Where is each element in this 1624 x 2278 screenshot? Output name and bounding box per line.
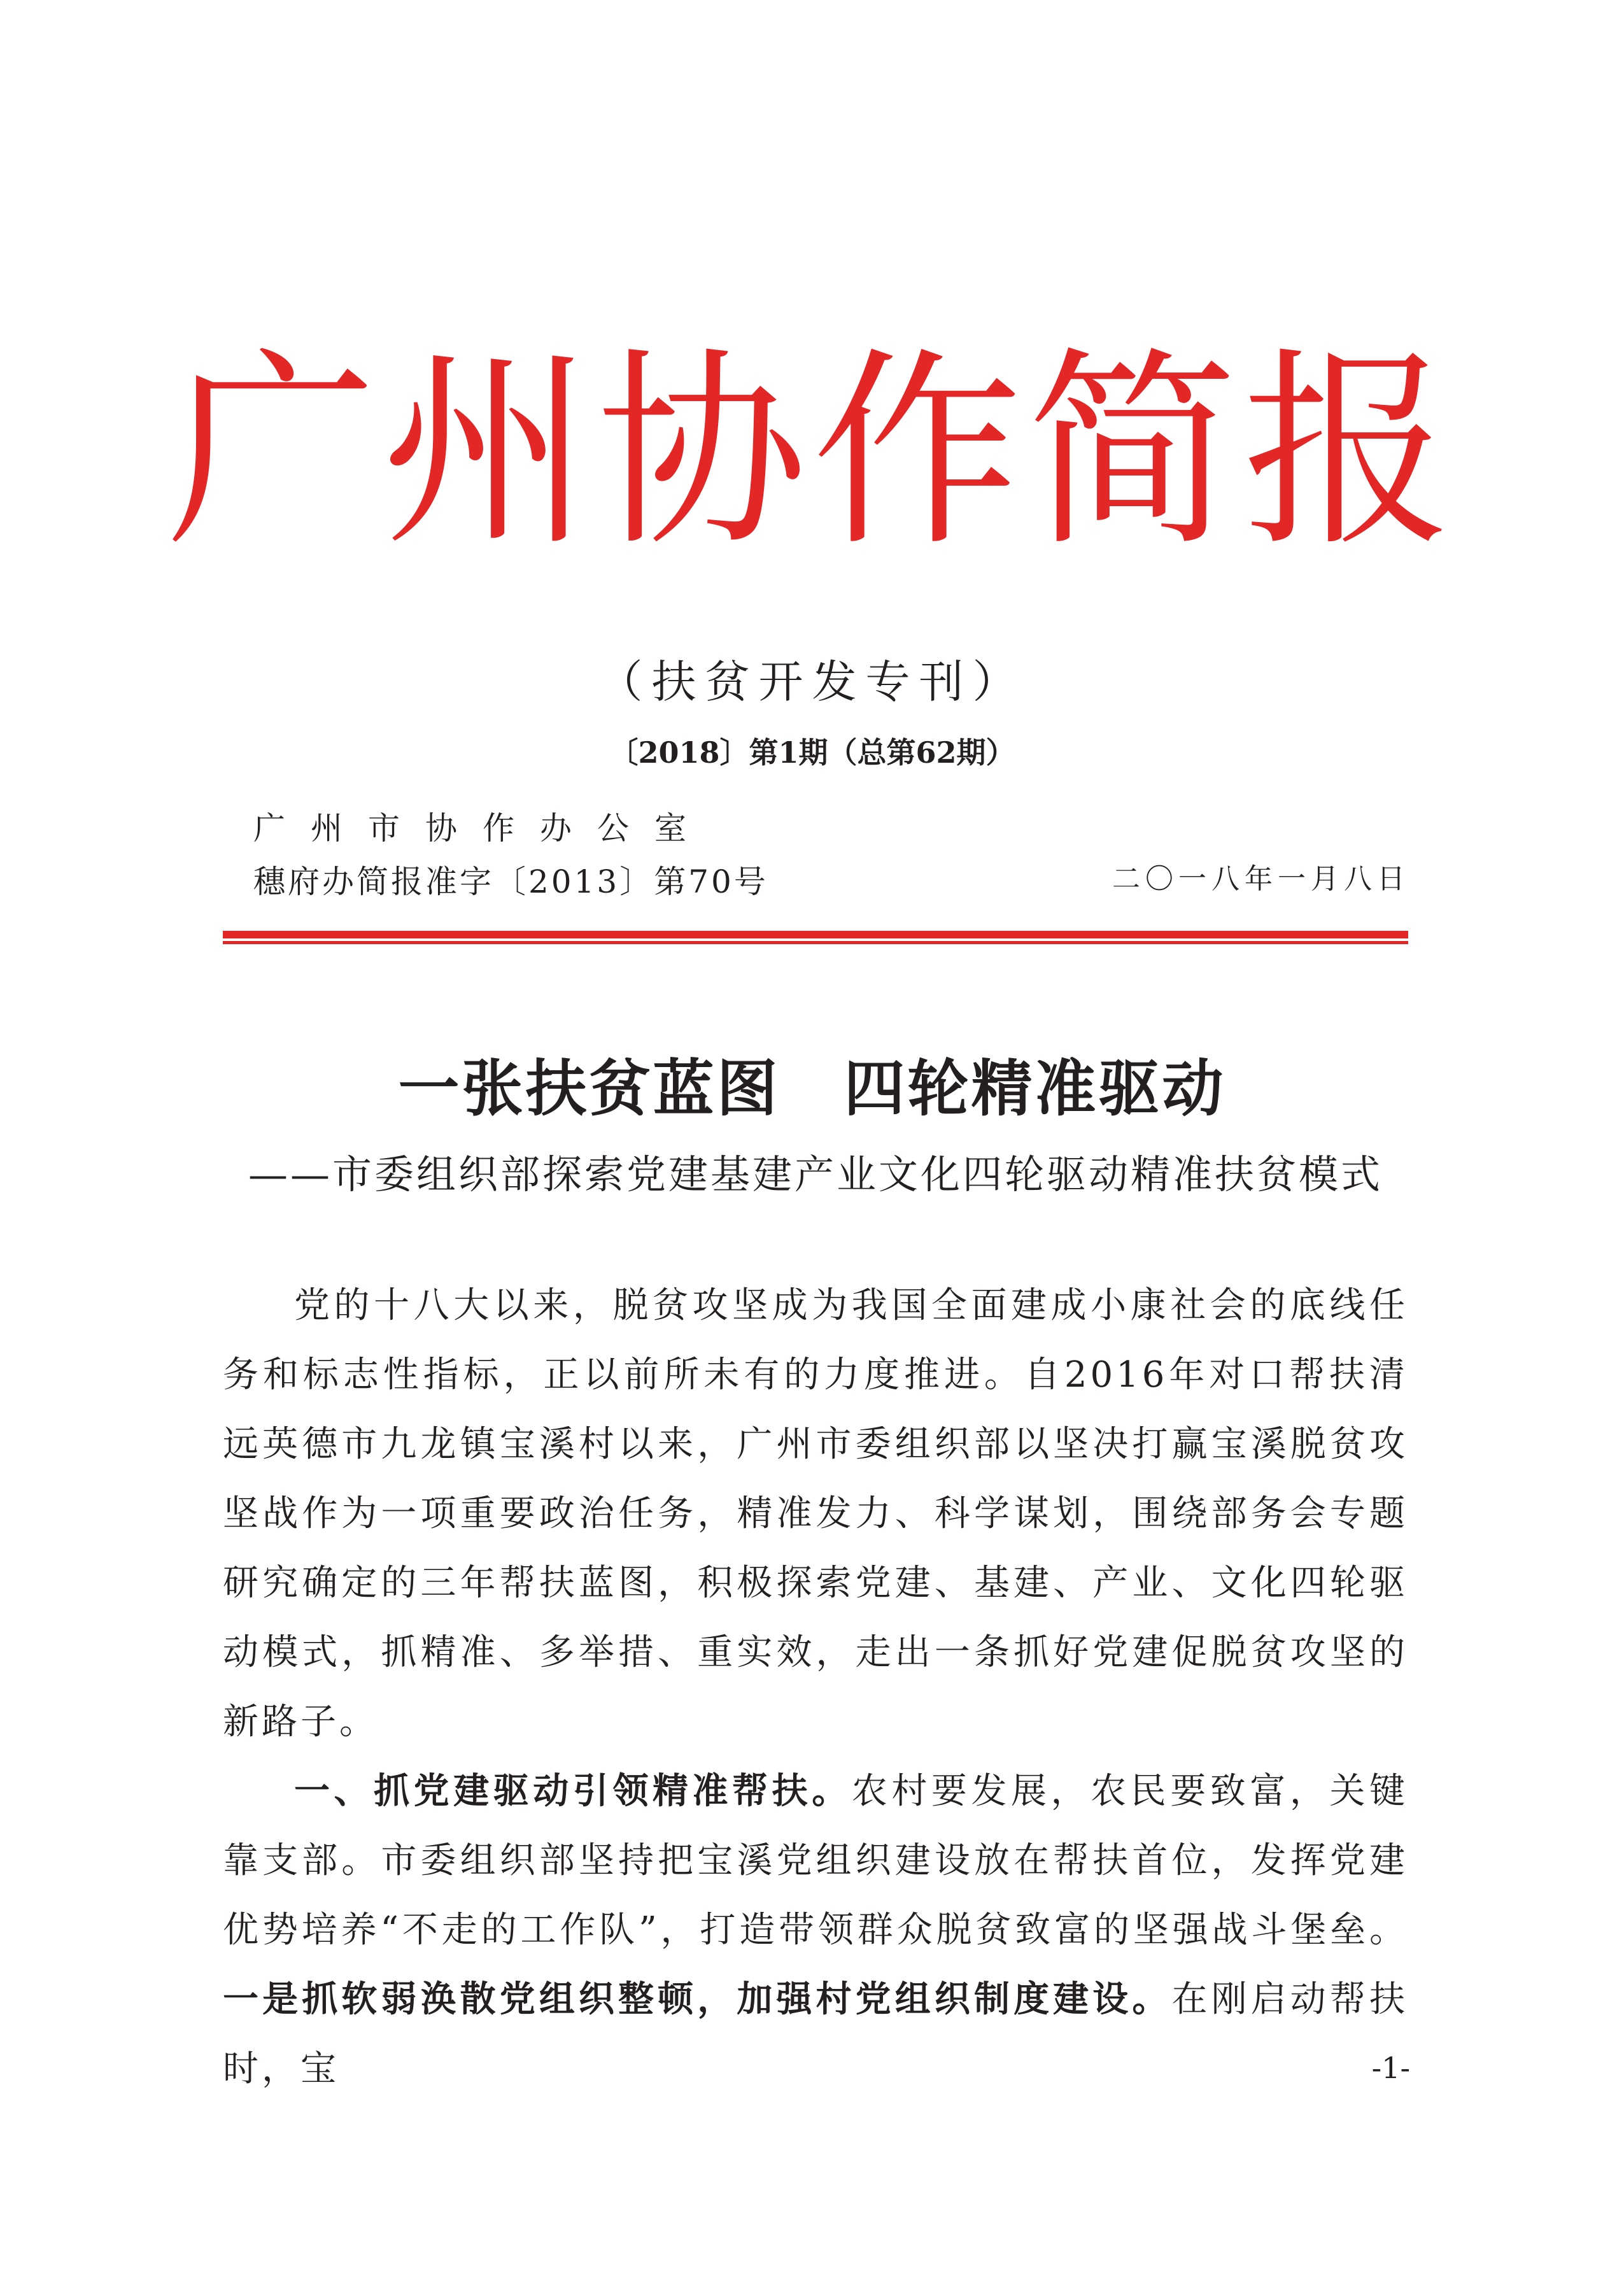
issue-number: 〔2018〕第1期（总第62期） <box>609 735 1015 770</box>
article-body <box>223 1271 1408 2104</box>
section-1-text: 农村要发展，农民要致富，关键靠支部。市委组织部坚持把宝溪党组织建设放在帮扶首位，发挥党建优势培养“不走的工作队”，打造带领群众脱贫致富的坚强战斗堡垒。 <box>223 1771 1409 1951</box>
article-headline: 一张扶贫蓝图 四轮精准驱动 <box>398 1052 1226 1124</box>
red-divider-thin <box>223 941 1408 944</box>
publish-date: 二〇一八年一月八日 <box>1112 863 1410 895</box>
red-divider-thick <box>223 931 1408 938</box>
masthead-title: 广州协作简报 <box>166 330 1458 574</box>
section-1-sub-lead: 一是抓软弱涣散党组织整顿，加强村党组织制度建设。 <box>223 1978 1172 2020</box>
page-number: -1- <box>1371 2051 1410 2085</box>
paragraph-intro: 党的十八大以来，脱贫攻坚成为我国全面建成小康社会的底线任务和标志性指标，正以前所未有的力度推进。自2016年对口帮扶清远英德市九龙镇宝溪村以来，广州市委组织部以坚决打赢宝溪脱贫攻坚战作为一项重要政治任务，精准发力、科学谋划，围绕部务会专题研究确定的三年帮扶蓝图，积极探索党建、基建、产业、文化四轮驱动模式，抓精准、多举措、重实效，走出一条抓好党建促脱贫攻坚的新路子。 <box>223 1285 1408 1743</box>
special-issue-label: （扶贫开发专刊） <box>598 656 1026 708</box>
section-1-lead: 一、抓党建驱动引领精准帮扶。 <box>294 1770 852 1812</box>
approval-number: 穗府办简报准字〔2013〕第70号 <box>253 863 768 900</box>
paragraph-section-1 <box>223 1757 1408 2104</box>
article-subheadline: ——市委组织部探索党建基建产业文化四轮驱动精准扶贫模式 <box>248 1151 1383 1198</box>
section-1-continuation: 在刚启动帮扶时，宝 <box>223 1979 1409 2090</box>
publisher: 广州市协作办公室 <box>253 810 712 847</box>
